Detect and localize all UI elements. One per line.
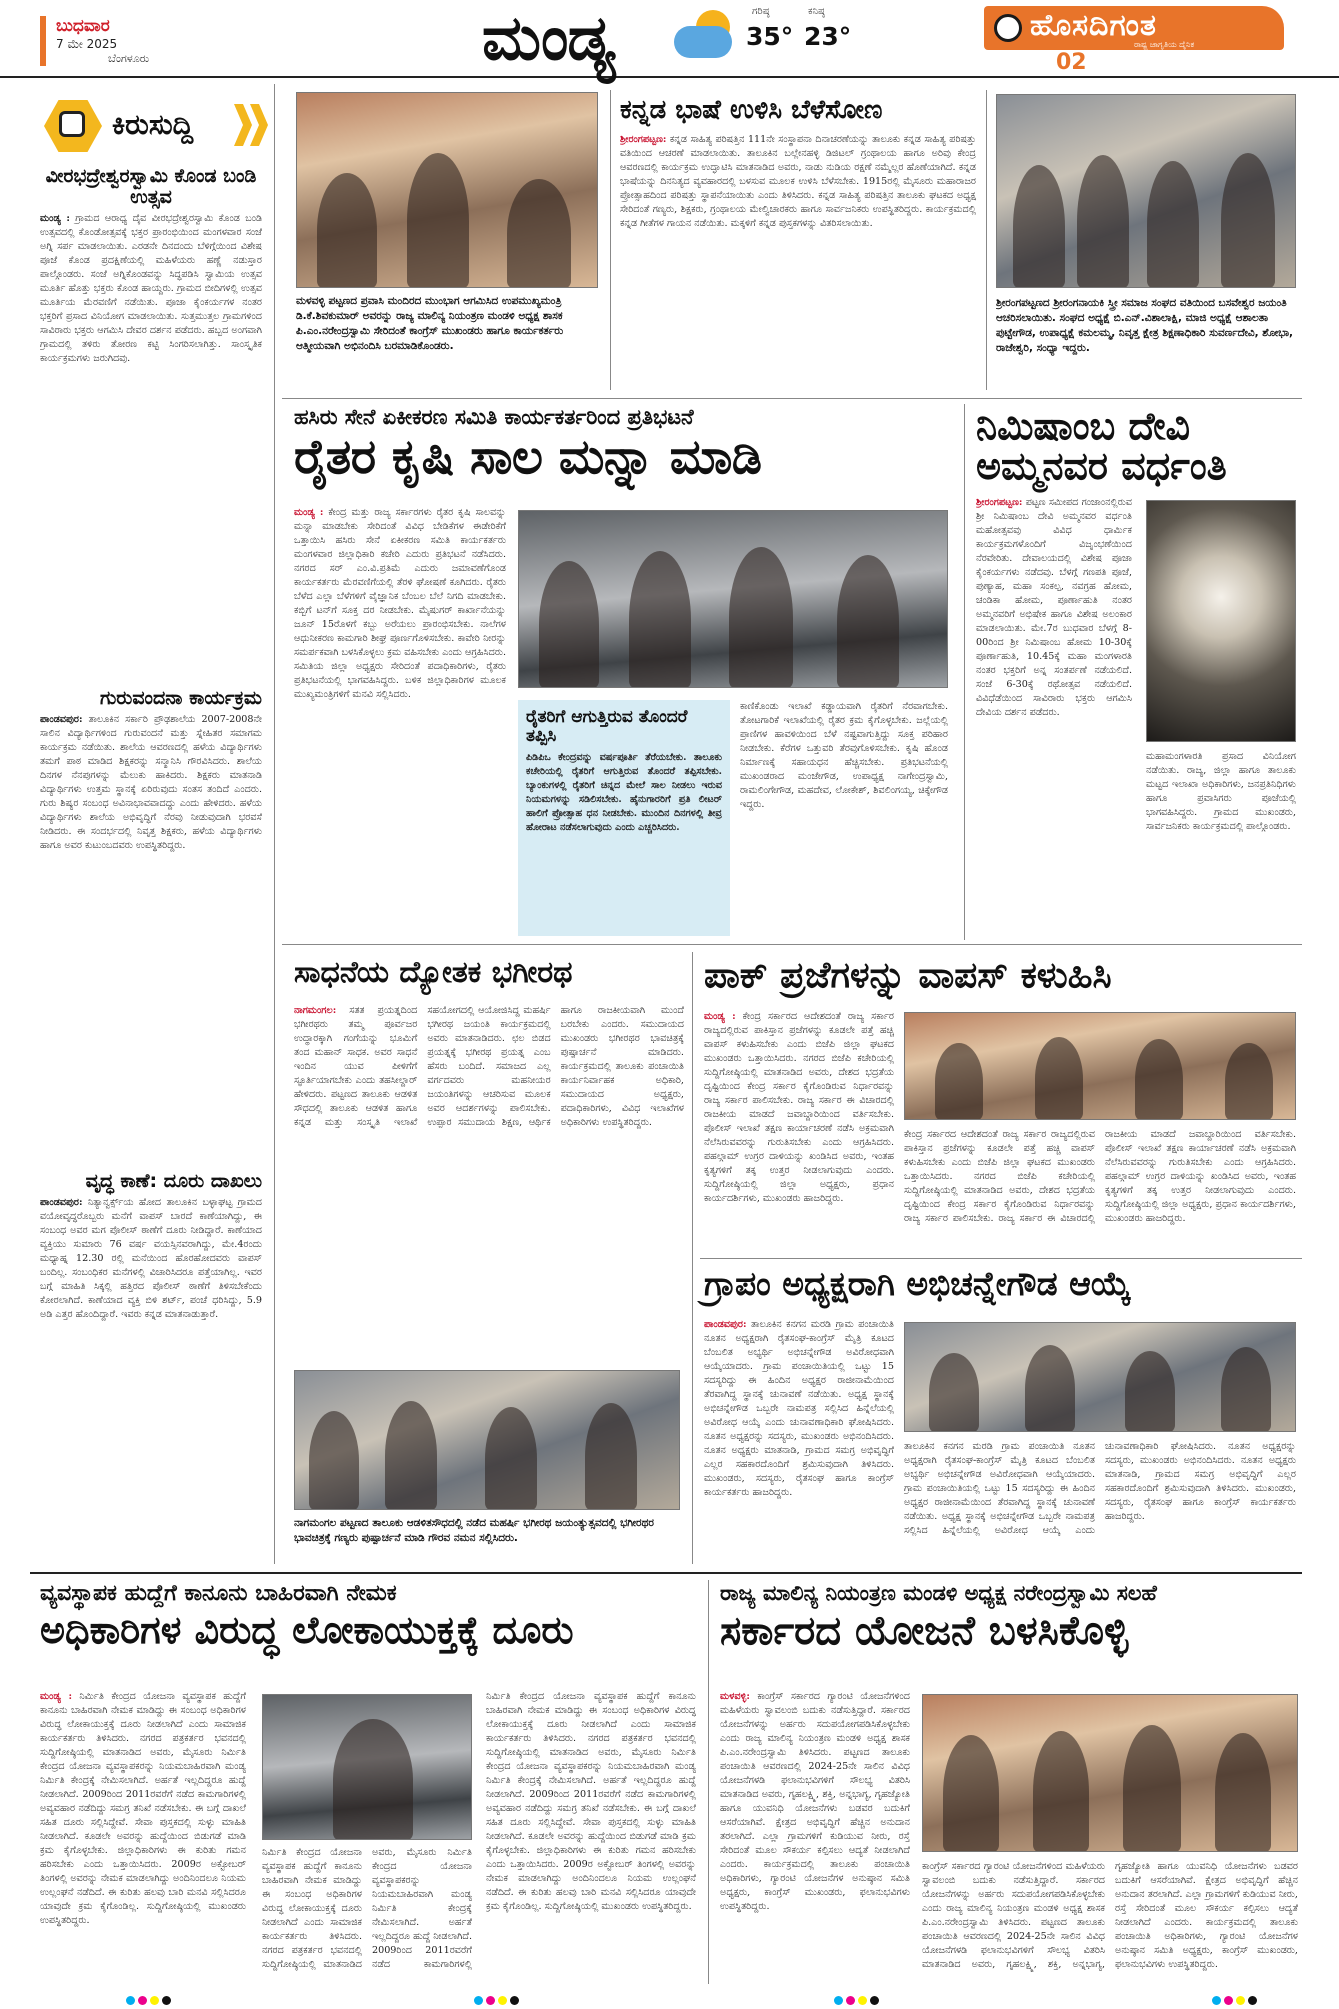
story-headline: ಗ್ರಾಪಂ ಅಧ್ಯಕ್ಷರಾಗಿ ಅಭಿಚನ್ನೇಗೌಡ ಆಯ್ಕೆ (704, 1264, 1131, 1303)
dateline: ಪಾಂಡವಪುರ: (704, 1319, 747, 1330)
photo-figure (837, 555, 899, 688)
story-body-continued: ಮಹಾಮಂಗಳಾರತಿ ಪ್ರಸಾದ ವಿನಿಯೋಗ ನಡೆಯಿತು. ರಾಜ್ಯ, ಜಿಲ್ಲಾ ಹಾಗೂ ತಾಲೂಕು ಮಟ್ಟದ ಇಲಾಖಾ ಅಧಿಕಾರಿಗಳು, ಜನಪ್ರತಿನಿಧಿಗಳು ಹಾಗೂ ಪ್ರವಾಸಿಗರು ಪೂಜೆಯಲ್ಲಿ ಭಾಗವಹಿಸಿದ್ದರು. ಗ್ರಾಮದ ಮುಖಂಡರು, ಸಾರ್ವಜನಿಕರು ಕಾರ್ಯಕ್ರಮದಲ್ಲಿ ಪಾಲ್ಗೊಂಡರು. (1146, 751, 1296, 832)
date-box (40, 16, 149, 66)
story-text: ಕಾಂಗ್ರೆಸ್ ಸರ್ಕಾರದ ಗ್ಯಾರಂಟಿ ಯೋಜನೆಗಳಿಂದ ಮಹಿಳೆಯರು ಸ್ವಾವಲಂಬಿ ಬದುಕು ನಡೆಸುತ್ತಿದ್ದಾರೆ. ಸರ್ಕಾರದ ಯೋಜನೆಗಳನ್ನು ಅರ್ಹರು ಸದುಪಯೋಗಪಡಿಸಿಕೊಳ್ಳಬೇಕು ಎಂದು ರಾಜ್ಯ ಮಾಲಿನ್ಯ ನಿಯಂತ್ರಣ ಮಂಡಳಿ ಅಧ್ಯಕ್ಷ ಶಾಸಕ ಪಿ.ಎಂ.ನರೇಂದ್ರಸ್ವಾಮಿ ತಿಳಿಸಿದರು. ಪಟ್ಟಣದ ತಾಲೂಕು ಪಂಚಾಯಿತಿ ಆವರಣದಲ್ಲಿ 2024-25ನೇ ಸಾಲಿನ ವಿವಿಧ ಯೋಜನೆಗಳಡಿ ಫಲಾನುಭವಿಗಳಿಗೆ ಸೌಲಭ್ಯ ವಿತರಿಸಿ ಮಾತನಾಡಿದ ಅವರು, ಗೃಹಲಕ್ಷ್ಮಿ, ಶಕ್ತಿ, ಅನ್ನಭಾಗ್ಯ, ಗೃಹಜ್ಯೋತಿ ಹಾಗೂ ಯುವನಿಧಿ ಯೋಜನೆಗಳು ಬಡವರ ಬದುಕಿಗೆ ಆಸರೆಯಾಗಿವೆ. ಕ್ಷೇತ್ರದ ಅಭಿವೃದ್ಧಿಗೆ ಹೆಚ್ಚಿನ ಅನುದಾನ ತರಲಾಗಿದೆ. ಎಲ್ಲಾ ಗ್ರಾಮಗಳಿಗೆ ಕುಡಿಯುವ ನೀರು, ರಸ್ತೆ ಸೇರಿದಂತೆ ಮೂಲ ಸೌಕರ್ಯ ಕಲ್ಪಿಸಲು ಆದ್ಯತೆ ನೀಡಲಾಗಿದೆ ಎಂದರು. ಕಾರ್ಯಕ್ರಮದಲ್ಲಿ ತಾಲೂಕು ಪಂಚಾಯಿತಿ ಅಧಿಕಾರಿಗಳು, ಗ್ಯಾರಂಟಿ ಯೋಜನೆಗಳ ಅನುಷ್ಠಾನ ಸಮಿತಿ ಅಧ್ಯಕ್ಷರು, ಕಾಂಗ್ರೆಸ್ ಮುಖಂಡರು, ಫಲಾನುಭವಿಗಳು ಉಪಸ್ಥಿತರಿದ್ದರು. (720, 1691, 910, 1912)
dateline: ಮಳವಳ್ಳಿ: (720, 1691, 750, 1702)
column-divider (274, 84, 275, 1564)
box-body: ಪಿಡಿಪಿಒ ಕೇಂದ್ರವನ್ನು ವರ್ಷಪೂರ್ತಿ ತೆರೆಯಬೇಕು. ತಾಲೂಕು ಕಚೇರಿಯಲ್ಲಿ ರೈತರಿಗೆ ಆಗುತ್ತಿರುವ ತೊಂದರೆ ತಪ್ಪಿಸಬೇಕು. ಬ್ಯಾಂಕುಗಳಲ್ಲಿ ರೈತರಿಗೆ ಚಿನ್ನದ ಮೇಲೆ ಸಾಲ ನೀಡಲು ಇರುವ ನಿಯಮಗಳನ್ನು ಸಡಿಲಿಸಬೇಕು. ಹೈನುಗಾರರಿಗೆ ಪ್ರತಿ ಲೀಟರ್ ಹಾಲಿಗೆ ಪ್ರೋತ್ಸಾಹ ಧನ ನೀಡಬೇಕು. ಮುಂದಿನ ದಿನಗಳಲ್ಲಿ ತೀವ್ರ ಹೋರಾಟ ನಡೆಸಲಾಗುವುದು ಎಂದು ಎಚ್ಚರಿಸಿದರು. (526, 752, 722, 834)
row-divider (30, 1572, 1302, 1574)
edition-city: ಬೆಂಗಳೂರು (108, 52, 150, 65)
photo-figure (1221, 1347, 1271, 1432)
story-headline: ವೃದ್ಧ ಕಾಣೆ: ದೂರು ದಾಖಲು (85, 1169, 262, 1192)
dateline: ಶ್ರೀರಂಗಪಟ್ಟಣ: (976, 497, 1023, 508)
story-body (294, 506, 506, 936)
story-body (704, 1010, 894, 1250)
kiru-suddi-column (40, 166, 262, 1562)
photo-figure (1033, 1731, 1089, 1852)
row-divider (282, 944, 1302, 945)
print-registration-marks (834, 1990, 882, 2000)
story-body (720, 1690, 910, 1982)
story-headline: ಗುರುವಂದನಾ ಕಾರ್ಯಕ್ರಮ (99, 686, 262, 709)
photo-figure (1025, 1345, 1075, 1432)
story-body-continued: ನಿರ್ಮಿತಿ ಕೇಂದ್ರದ ಯೋಜನಾ ವ್ಯವಸ್ಥಾಪಕ ಹುದ್ದೆಗೆ ಕಾನೂನು ಬಾಹಿರವಾಗಿ ನೇಮಕ ಮಾಡಿದ್ದು ಈ ಸಂಬಂಧ ಅಧಿಕಾರಿಗಳ ವಿರುದ್ಧ ಲೋಕಾಯುಕ್ತಕ್ಕೆ ದೂರು ನೀಡಲಾಗಿದೆ ಎಂದು ಸಾಮಾಜಿಕ ಕಾರ್ಯಕರ್ತರು ತಿಳಿಸಿದರು. ನಗರದ ಪತ್ರಕರ್ತರ ಭವನದಲ್ಲಿ ಸುದ್ದಿಗೋಷ್ಠಿಯಲ್ಲಿ ಮಾತನಾಡಿದ ಅವರು, ಮೈಸೂರು ನಿರ್ಮಿತಿ ಕೇಂದ್ರದ ಯೋಜನಾ ವ್ಯವಸ್ಥಾಪಕರನ್ನು ನಿಯಮಬಾಹಿರವಾಗಿ ಮಂಡ್ಯ ನಿರ್ಮಿತಿ ಕೇಂದ್ರಕ್ಕೆ ನೇಮಿಸಲಾಗಿದೆ. ಅರ್ಹತೆ ಇಲ್ಲದಿದ್ದರೂ ಹುದ್ದೆ ನೀಡಲಾಗಿದೆ. 2009ರಿಂದ 2011ರವರೆಗೆ ನಡೆದ ಕಾಮಗಾರಿಗಳಲ್ಲಿ (262, 1847, 472, 1970)
story-body-continued: ತಾಲೂಕಿನ ಕನಗನ ಮರಡಿ ಗ್ರಾಮ ಪಂಚಾಯಿತಿ ನೂತನ ಅಧ್ಯಕ್ಷರಾಗಿ ರೈತಸಂಘ-ಕಾಂಗ್ರೆಸ್ ಮೈತ್ರಿ ಕೂಟದ ಬೆಂಬಲಿತ ಅಭ್ಯರ್ಥಿ ಅಭಿಚನ್ನೇಗೌಡ ಅವಿರೋಧವಾಗಿ ಆಯ್ಕೆಯಾದರು. ಗ್ರಾಮ ಪಂಚಾಯಿತಿಯಲ್ಲಿ ಒಟ್ಟು 15 ಸದಸ್ಯರಿದ್ದು ಈ ಹಿಂದಿನ ಅಧ್ಯಕ್ಷರ ರಾಜೀನಾಮೆಯಿಂದ ತೆರವಾಗಿದ್ದ ಸ್ಥಾನಕ್ಕೆ ಚುನಾವಣೆ ನಡೆಯಿತು. ಅಧ್ಯಕ್ಷ ಸ್ಥಾನಕ್ಕೆ ಅಭಿಚನ್ನೇಗೌಡ ಒಬ್ಬರೇ ನಾಮಪತ್ರ ಸಲ್ಲಿಸಿದ ಹಿನ್ನೆಲೆಯಲ್ಲಿ ಅವಿರೋಧ ಆಯ್ಕೆ ಎಂದು ಚುನಾವಣಾಧಿಕಾರಿ ಘೋಷಿಸಿದರು. ನೂತನ ಅಧ್ಯಕ್ಷರನ್ನು ಸದಸ್ಯರು, ಮುಖಂಡರು ಅಭಿನಂದಿಸಿದರು. ನೂತನ ಅಧ್ಯಕ್ಷರು ಮಾತನಾಡಿ, ಗ್ರಾಮದ ಸಮಗ್ರ ಅಭಿವೃದ್ಧಿಗೆ ಎಲ್ಲರ ಸಹಕಾರದೊಂದಿಗೆ ಶ್ರಮಿಸುವುದಾಗಿ ತಿಳಿಸಿದರು. ಮುಖಂಡರು, ಸದಸ್ಯರು, ರೈತಸಂಘ ಹಾಗೂ ಕಾಂಗ್ರೆಸ್ ಕಾರ್ಯಕರ್ತರು ಹಾಜರಿದ್ದರು. (904, 1441, 1296, 1536)
photo-figure (385, 1401, 437, 1510)
column-divider (964, 404, 965, 940)
photo-figure (935, 1043, 983, 1120)
news-photo (294, 1370, 680, 1510)
story-body (40, 1690, 246, 1982)
column-divider (708, 1580, 709, 1984)
photo-figure (1147, 161, 1199, 288)
story-kicker: ಹಸಿರು ಸೇನೆ ಏಕೀಕರಣ ಸಮಿತಿ ಕಾರ್ಯಕರ್ತರಿಂದ ಪ್ರತಿಭಟನೆ (294, 405, 694, 429)
story-body (40, 713, 262, 1165)
chevron-right-icon (250, 104, 268, 146)
story-headline: ನಿಮಿಷಾಂಬ ದೇವಿ ಅಮ್ಮನವರ ವರ್ಧಂತಿ (976, 404, 1227, 488)
pak-story (704, 956, 1300, 996)
row-divider (700, 1258, 1302, 1259)
photo-figure (1125, 1351, 1175, 1432)
deity-photo (1146, 500, 1296, 742)
brand-name: ಹೊಸದಿಗಂತ (1030, 8, 1157, 43)
print-registration-marks (126, 1990, 174, 2000)
brand-logo (984, 4, 1284, 74)
photo-figure (309, 1411, 359, 1510)
story-text: ಗ್ರಾಮದ ಆರಾಧ್ಯ ದೈವ ವೀರಭದ್ರೇಶ್ವರಸ್ವಾಮಿ ಕೊಂಡ ಬಂಡಿ ಉತ್ಸವದಲ್ಲಿ ಕೊಂಡೋತ್ಸವಕ್ಕೆ ಭಕ್ತರ ಪ್ರಾರಂಭಿಯಿಂದ ಮಂಗಳವಾರ ಸಂಜೆ ಅಗ್ನಿ ಸರ್ಪ ಮಾಡಲಾಯಿತು. ಎರಡನೇ ದಿನದಂದು ಬೆಳಿಗ್ಗೆಯಿಂದ ವಿಶೇಷ ಪೂಜೆ ಕೊಂಡ ಪ್ರದಕ್ಷಿಣೆಯಲ್ಲಿ ಮಹಿಳೆಯರು ಹಣ್ಣೆ ನಡುಸ್ತಾರ ಪಾಲ್ಗೊಂಡರು. ಸಂಜೆ ಅಗ್ನಿಕೊಂಡವನ್ನು ಸಿದ್ಧಪಡಿಸಿ ಸ್ವಾಮಿಯ ಉತ್ಸವ ಮೂರ್ತಿ ಹೊತ್ತು ಭಕ್ತರು ಕೊಂಡ ಹಾಯ್ದರು. ಗ್ರಾಮದ ಬೀದಿಗಳಲ್ಲಿ ಉತ್ಸವ ಮೂರ್ತಿಯ ಮೆರವಣಿಗೆ ನಡೆಯಿತು. ಪೂಜಾ ಕೈಂಕರ್ಯಗಳ ನಂತರ ಭಕ್ತರಿಗೆ ಪ್ರಸಾದ ವಿನಿಯೋಗ ಮಾಡಲಾಯಿತು. ಸುತ್ತಮುತ್ತಲ ಗ್ರಾಮಗಳಿಂದ ಸಾವಿರಾರು ಭಕ್ತರು ಆಗಮಿಸಿ ದೇವರ ದರ್ಶನ ಪಡೆದರು. ಹಬ್ಬದ ಅಂಗವಾಗಿ ಗ್ರಾಮದಲ್ಲಿ ತಳಿರು ತೋರಣ ಕಟ್ಟಿ ಸಿಂಗರಿಸಲಾಗಿತ್ತು. ಸಾಂಸ್ಕೃತಿಕ ಕಾರ್ಯಕ್ರಮಗಳು ಜರುಗಿದವು. (40, 212, 262, 364)
photo-figure (1221, 153, 1275, 288)
dateline: ಮಂಡ್ಯ : (40, 212, 70, 224)
photo-figure (317, 173, 377, 288)
story-body (976, 496, 1132, 936)
column-divider (692, 952, 693, 1564)
story-headline: ಸರ್ಕಾರದ ಯೋಜನೆ ಬಳಸಿಕೊಳ್ಳಿ (720, 1608, 1129, 1655)
story-text: ನಿರ್ಮಿತಿ ಕೇಂದ್ರದ ಯೋಜನಾ ವ್ಯವಸ್ಥಾಪಕ ಹುದ್ದೆಗೆ ಕಾನೂನು ಬಾಹಿರವಾಗಿ ನೇಮಕ ಮಾಡಿದ್ದು ಈ ಸಂಬಂಧ ಅಧಿಕಾರಿಗಳ ವಿರುದ್ಧ ಲೋಕಾಯುಕ್ತಕ್ಕೆ ದೂರು ನೀಡಲಾಗಿದೆ ಎಂದು ಸಾಮಾಜಿಕ ಕಾರ್ಯಕರ್ತರು ತಿಳಿಸಿದರು. ನಗರದ ಪತ್ರಕರ್ತರ ಭವನದಲ್ಲಿ ಸುದ್ದಿಗೋಷ್ಠಿಯಲ್ಲಿ ಮಾತನಾಡಿದ ಅವರು, ಮೈಸೂರು ನಿರ್ಮಿತಿ ಕೇಂದ್ರದ ಯೋಜನಾ ವ್ಯವಸ್ಥಾಪಕರನ್ನು ನಿಯಮಬಾಹಿರವಾಗಿ ಮಂಡ್ಯ ನಿರ್ಮಿತಿ ಕೇಂದ್ರಕ್ಕೆ ನೇಮಿಸಲಾಗಿದೆ. ಅರ್ಹತೆ ಇಲ್ಲದಿದ್ದರೂ ಹುದ್ದೆ ನೀಡಲಾಗಿದೆ. 2009ರಿಂದ 2011ರವರೆಗೆ ನಡೆದ ಕಾಮಗಾರಿಗಳಲ್ಲಿ ಅವ್ಯವಹಾರ ನಡೆದಿದ್ದು ಸಮಗ್ರ ತನಿಖೆ ನಡೆಸಬೇಕು. ಈ ಬಗ್ಗೆ ದಾಖಲೆ ಸಹಿತ ದೂರು ಸಲ್ಲಿಸಿದ್ದೇವೆ. ಸೇವಾ ಪುಸ್ತಕದಲ್ಲಿ ಸುಳ್ಳು ಮಾಹಿತಿ ನೀಡಲಾಗಿದೆ. ಕೂಡಲೇ ಅವರನ್ನು ಹುದ್ದೆಯಿಂದ ಬಿಡುಗಡೆ ಮಾಡಿ ಕ್ರಮ ಕೈಗೊಳ್ಳಬೇಕು. ಜಿಲ್ಲಾಧಿಕಾರಿಗಳು ಈ ಕುರಿತು ಗಮನ ಹರಿಸಬೇಕು ಎಂದು ಒತ್ತಾಯಿಸಿದರು. 2009ರ ಅಕ್ಟೋಬರ್ ತಿಂಗಳಲ್ಲಿ ಅವರನ್ನು ನೇಮಕ ಮಾಡಲಾಗಿದ್ದು ಅಂದಿನಿಂದಲೂ ನಿಯಮ ಉಲ್ಲಂಘನೆ ನಡೆದಿದೆ. ಈ ಕುರಿತು ಹಲವು ಬಾರಿ ಮನವಿ ಸಲ್ಲಿಸಿದರೂ ಯಾವುದೇ ಕ್ರಮ ಕೈಗೊಂಡಿಲ್ಲ. ಸುದ್ದಿಗೋಷ್ಠಿಯಲ್ಲಿ ಮುಖಂಡರು ಉಪಸ್ಥಿತರಿದ್ದರು. (40, 1691, 246, 1926)
column-divider (610, 90, 611, 390)
story-headline: ಕನ್ನಡ ಭಾಷೆ ಉಳಿಸಿ ಬೆಳೆಸೋಣ (620, 95, 883, 125)
photo-figure (1135, 1039, 1183, 1120)
page-number: 02 (1056, 50, 1087, 75)
photo-figure (1123, 1725, 1181, 1852)
story-body-continued: ನಿರ್ಮಿತಿ ಕೇಂದ್ರದ ಯೋಜನಾ ವ್ಯವಸ್ಥಾಪಕ ಹುದ್ದೆಗೆ ಕಾನೂನು ಬಾಹಿರವಾಗಿ ನೇಮಕ ಮಾಡಿದ್ದು ಈ ಸಂಬಂಧ ಅಧಿಕಾರಿಗಳ ವಿರುದ್ಧ ಲೋಕಾಯುಕ್ತಕ್ಕೆ ದೂರು ನೀಡಲಾಗಿದೆ ಎಂದು ಸಾಮಾಜಿಕ ಕಾರ್ಯಕರ್ತರು ತಿಳಿಸಿದರು. ನಗರದ ಪತ್ರಕರ್ತರ ಭವನದಲ್ಲಿ ಸುದ್ದಿಗೋಷ್ಠಿಯಲ್ಲಿ ಮಾತನಾಡಿದ ಅವರು, ಮೈಸೂರು ನಿರ್ಮಿತಿ ಕೇಂದ್ರದ ಯೋಜನಾ ವ್ಯವಸ್ಥಾಪಕರನ್ನು ನಿಯಮಬಾಹಿರವಾಗಿ ಮಂಡ್ಯ ನಿರ್ಮಿತಿ ಕೇಂದ್ರಕ್ಕೆ ನೇಮಿಸಲಾಗಿದೆ. ಅರ್ಹತೆ ಇಲ್ಲದಿದ್ದರೂ ಹುದ್ದೆ ನೀಡಲಾಗಿದೆ. 2009ರಿಂದ 2011ರವರೆಗೆ ನಡೆದ ಕಾಮಗಾರಿಗಳಲ್ಲಿ ಅವ್ಯವಹಾರ ನಡೆದಿದ್ದು ಸಮಗ್ರ ತನಿಖೆ ನಡೆಸಬೇಕು. ಈ ಬಗ್ಗೆ ದಾಖಲೆ ಸಹಿತ ದೂರು ಸಲ್ಲಿಸಿದ್ದೇವೆ. ಸೇವಾ ಪುಸ್ತಕದಲ್ಲಿ ಸುಳ್ಳು ಮಾಹಿತಿ ನೀಡಲಾಗಿದೆ. ಕೂಡಲೇ ಅವರನ್ನು ಹುದ್ದೆಯಿಂದ ಬಿಡುಗಡೆ ಮಾಡಿ ಕ್ರಮ ಕೈಗೊಳ್ಳಬೇಕು. ಜಿಲ್ಲಾಧಿಕಾರಿಗಳು ಈ ಕುರಿತು ಗಮನ ಹರಿಸಬೇಕು ಎಂದು ಒತ್ತಾಯಿಸಿದರು. 2009ರ ಅಕ್ಟೋಬರ್ ತಿಂಗಳಲ್ಲಿ ಅವರನ್ನು ನೇಮಕ ಮಾಡಲಾಗಿದ್ದು ಅಂದಿನಿಂದಲೂ ನಿಯಮ ಉಲ್ಲಂಘನೆ ನಡೆದಿದೆ. ಈ ಕುರಿತು ಹಲವು ಬಾರಿ ಮನವಿ ಸಲ್ಲಿಸಿದರೂ ಯಾವುದೇ ಕ್ರಮ ಕೈಗೊಂಡಿಲ್ಲ. ಸುದ್ದಿಗೋಷ್ಠಿಯಲ್ಲಿ ಮುಖಂಡರು ಉಪಸ್ಥಿತರಿದ್ದರು. (486, 1691, 696, 1912)
story-body (704, 1318, 894, 1562)
story-text: ಕೇಂದ್ರ ಸರ್ಕಾರದ ಆದೇಶದಂತೆ ರಾಜ್ಯ ಸರ್ಕಾರ ರಾಜ್ಯದಲ್ಲಿರುವ ಪಾಕಿಸ್ತಾನ ಪ್ರಜೆಗಳನ್ನು ಕೂಡಲೇ ಪತ್ತೆ ಹಚ್ಚಿ ವಾಪಸ್ ಕಳುಹಿಸಬೇಕು ಎಂದು ಬಿಜೆಪಿ ಜಿಲ್ಲಾ ಘಟಕದ ಮುಖಂಡರು ಒತ್ತಾಯಿಸಿದರು. ನಗರದ ಬಿಜೆಪಿ ಕಚೇರಿಯಲ್ಲಿ ಸುದ್ದಿಗೋಷ್ಠಿಯಲ್ಲಿ ಮಾತನಾಡಿದ ಅವರು, ದೇಶದ ಭದ್ರತೆಯ ದೃಷ್ಟಿಯಿಂದ ಕೇಂದ್ರ ಸರ್ಕಾರ ಕೈಗೊಂಡಿರುವ ನಿರ್ಧಾರವನ್ನು ರಾಜ್ಯ ಸರ್ಕಾರ ಪಾಲಿಸಬೇಕು. ರಾಜ್ಯ ಸರ್ಕಾರ ಈ ವಿಚಾರದಲ್ಲಿ ರಾಜಕೀಯ ಮಾಡದೆ ಜವಾಬ್ದಾರಿಯಿಂದ ವರ್ತಿಸಬೇಕು. ಪೊಲೀಸ್ ಇಲಾಖೆ ತಕ್ಷಣ ಕಾರ್ಯಾಚರಣೆ ನಡೆಸಿ ಅಕ್ರಮವಾಗಿ ನೆಲೆಸಿರುವವರನ್ನು ಗುರುತಿಸಬೇಕು ಎಂದು ಆಗ್ರಹಿಸಿದರು. ಪಹಲ್ಗಾಮ್ ಉಗ್ರರ ದಾಳಿಯನ್ನು ಖಂಡಿಸಿದ ಅವರು, ಇಂತಹ ಕೃತ್ಯಗಳಿಗೆ ತಕ್ಕ ಉತ್ತರ ನೀಡಲಾಗುವುದು ಎಂದರು. ಸುದ್ದಿಗೋಷ್ಠಿಯಲ್ಲಿ ಜಿಲ್ಲಾ ಅಧ್ಯಕ್ಷರು, ಪ್ರಧಾನ ಕಾರ್ಯದರ್ಶಿಗಳು, ಮುಖಂಡರು ಹಾಜರಿದ್ದರು. (704, 1011, 894, 1204)
dateline: ಶ್ರೀರಂಗಪಟ್ಟಣ: (620, 133, 667, 145)
dateline: ಮಂಡ್ಯ : (40, 1691, 73, 1702)
news-photo (904, 1322, 1296, 1432)
photo-caption: ಮಳವಳ್ಳಿ ಪಟ್ಟಣದ ಪ್ರವಾಸಿ ಮಂದಿರದ ಮುಂಭಾಗ ಆಗಮಿಸಿದ ಉಪಮುಖ್ಯಮಂತ್ರಿ ಡಿ.ಕೆ.ಶಿವಕುಮಾರ್ ಅವರನ್ನು ರಾಜ್ಯ ಮಾಲಿನ್ಯ ನಿಯಂತ್ರಣ ಮಂಡಳಿ ಅಧ್ಯಕ್ಷ ಶಾಸಕ ಪಿ.ಎಂ.ನರೇಂದ್ರಸ್ವಾಮಿ ಸೇರಿದಂತೆ ಕಾಂಗ್ರೆಸ್ ಮುಖಂಡರು ಹಾಗೂ ಕಾರ್ಯಕರ್ತರು ಆತ್ಮೀಯವಾಗಿ ಅಭಿನಂದಿಸಿ ಬರಮಾಡಿಕೊಂಡರು. (296, 295, 564, 352)
photo-figure (585, 1403, 637, 1510)
story-text: ತಾಲೂಕಿನ ಸರ್ಕಾರಿ ಪ್ರೌಢಶಾಲೆಯ 2007-2008ನೇ ಸಾಲಿನ ವಿದ್ಯಾರ್ಥಿಗಳಿಂದ ಗುರುವಂದನೆ ಮತ್ತು ಸ್ನೇಹಿತರ ಸಮಾಗಮ ಕಾರ್ಯಕ್ರಮ ನಡೆಯಿತು. ಶಾಲೆಯ ಆವರಣದಲ್ಲಿ ಹಳೆಯ ವಿದ್ಯಾರ್ಥಿಗಳು ತಮಗೆ ಪಾಠ ಮಾಡಿದ ಶಿಕ್ಷಕರನ್ನು ಸನ್ಮಾನಿಸಿ ಗೌರವಿಸಿದರು. ಶಾಲೆಯ ದಿನಗಳ ನೆನಪುಗಳನ್ನು ಮೆಲುಕು ಹಾಕಿದರು. ಶಿಕ್ಷಕರು ಮಾತನಾಡಿ ವಿದ್ಯಾರ್ಥಿಗಳು ಉತ್ತಮ ಸ್ಥಾನಕ್ಕೆ ಏರಿರುವುದು ಸಂತಸ ತಂದಿದೆ ಎಂದರು. ಗುರು ಶಿಷ್ಯರ ಸಂಬಂಧ ಅವಿನಾಭಾವವಾದದ್ದು ಎಂದು ಹೇಳಿದರು. ಹಳೆಯ ವಿದ್ಯಾರ್ಥಿಗಳು ಶಾಲೆಯ ಅಭಿವೃದ್ಧಿಗೆ ನೆರವು ನೀಡುವುದಾಗಿ ಭರವಸೆ ನೀಡಿದರು. ಈ ಸಂದರ್ಭದಲ್ಲಿ ನಿವೃತ್ತ ಶಿಕ್ಷಕರು, ಹಳೆಯ ವಿದ್ಯಾರ್ಥಿಗಳು ಹಾಗೂ ಅವರ ಕುಟುಂಬದವರು ಉಪಸ್ಥಿತರಿದ್ದರು. (40, 713, 262, 851)
story-headline: ಪಾಕ್ ಪ್ರಜೆಗಳನ್ನು ವಾಪಸ್ ಕಳುಹಿಸಿ (704, 955, 1112, 996)
photo-figure (539, 561, 599, 688)
photo-figure (1215, 1733, 1271, 1852)
kannada-story (620, 96, 976, 371)
news-photo (262, 1694, 472, 1840)
story-kicker: ರಾಜ್ಯ ಮಾಲಿನ್ಯ ನಿಯಂತ್ರಣ ಮಂಡಳಿ ಅಧ್ಯಕ್ಷ ನರೇಂದ್ರಸ್ವಾಮಿ ಸಲಹೆ (720, 1581, 1157, 1605)
story-body-continued: ಕಾಣಿಕೊಂಡು ಇಲಾಖೆ ಕಡ್ಡಾಯವಾಗಿ ರೈತರಿಗೆ ನೆರವಾಗಬೇಕು. ತೋಟಗಾರಿಕೆ ಇಲಾಖೆಯಲ್ಲಿ ರೈತರ ಕ್ರಮ ಕೈಗೊಳ್ಳಬೇಕು. ಜಲ್ಲೆಯಲ್ಲಿ ಪ್ರಾಣಿಗಳ ಹಾವಳಿಯಿಂದ ಬೆಳೆ ನಷ್ಟವಾಗುತ್ತಿದ್ದು ಸೂಕ್ತ ಪರಿಹಾರ ನೀಡಬೇಕು. ಕೆರೆಗಳ ಒತ್ತುವರಿ ತೆರವುಗೊಳಿಸಬೇಕು. ಕೃಷಿ ಹೊಂಡ ನಿರ್ಮಾಣಕ್ಕೆ ಸಹಾಯಧನ ಹೆಚ್ಚಿಸಬೇಕು. ಪ್ರತಿಭಟನೆಯಲ್ಲಿ ಮುಖಂಡರಾದ ಮಂಜೇಗೌಡ, ಉಪಾಧ್ಯಕ್ಷ ನಾಗೇಂದ್ರಸ್ವಾಮಿ, ರಾಮಲಿಂಗೇಗೌಡ, ಮಹದೇವ, ಲೋಕೇಶ್, ಶಿವಲಿಂಗಯ್ಯ, ಚಿಕ್ಕೇಗೌಡ ಇದ್ದರು. (740, 701, 948, 810)
news-photo (922, 1694, 1298, 1852)
story-kicker: ವ್ಯವಸ್ಥಾಪಕ ಹುದ್ದೆಗೆ ಕಾನೂನು ಬಾಹಿರವಾಗಿ ನೇಮಕ (40, 1581, 397, 1606)
story-text: ಕೇಂದ್ರ ಮತ್ತು ರಾಜ್ಯ ಸರ್ಕಾರಗಳು ರೈತರ ಕೃಷಿ ಸಾಲವನ್ನು ಮನ್ನಾ ಮಾಡಬೇಕು ಸೇರಿದಂತೆ ವಿವಿಧ ಬೇಡಿಕೆಗಳ ಈಡೇರಿಕೆಗೆ ಒತ್ತಾಯಿಸಿ ಹಸಿರು ಸೇನೆ ಏಕೀಕರಣ ಸಮಿತಿ ಕಾರ್ಯಕರ್ತರು ಮಂಗಳವಾರ ಜಿಲ್ಲಾಧಿಕಾರಿ ಕಚೇರಿ ಎದುರು ಪ್ರತಿಭಟನೆ ನಡೆಸಿದರು. ನಗರದ ಸರ್ ಎಂ.ವಿ.ಪ್ರತಿಮೆ ಎದುರು ಜಮಾವಣೆಗೊಂಡ ಕಾರ್ಯಕರ್ತರು ಮೆರವಣಿಗೆಯಲ್ಲಿ ತೆರಳಿ ಘೋಷಣೆ ಕೂಗಿದರು. ರೈತರು ಬೆಳೆದ ಎಲ್ಲಾ ಬೆಳೆಗಳಿಗೆ ವೈಜ್ಞಾನಿಕ ಬೆಂಬಲ ಬೆಲೆ ನಿಗದಿ ಮಾಡಬೇಕು. ಕಬ್ಬಿಗೆ ಟನ್‌ಗೆ ಸೂಕ್ತ ದರ ನೀಡಬೇಕು. ಮೈಷುಗರ್ ಕಾರ್ಖಾನೆಯನ್ನು ಜೂನ್ 15ರೊಳಗೆ ಕಬ್ಬು ಅರೆಯಲು ಪ್ರಾರಂಭಿಸಬೇಕು. ನಾಲೆಗಳ ಆಧುನೀಕರಣ ಕಾಮಗಾರಿ ಶೀಘ್ರ ಪೂರ್ಣಗೊಳಿಸಬೇಕು. ಕಾವೇರಿ ನೀರನ್ನು ಸಮರ್ಪಕವಾಗಿ ಬಳಸಿಕೊಳ್ಳಲು ಕ್ರಮ ವಹಿಸಬೇಕು ಎಂದು ಆಗ್ರಹಿಸಿದರು. ಸಮಿತಿಯ ಜಿಲ್ಲಾ ಅಧ್ಯಕ್ಷರು ಸೇರಿದಂತೆ ಪದಾಧಿಕಾರಿಗಳು, ರೈತರು ಪ್ರತಿಭಟನೆಯಲ್ಲಿ ಭಾಗವಹಿಸಿದ್ದರು. ಬಳಿಕ ಜಿಲ್ಲಾಧಿಕಾರಿಗಳ ಮೂಲಕ ಮುಖ್ಯಮಂತ್ರಿಗಳಿಗೆ ಮನವಿ ಸಲ್ಲಿಸಿದರು. (294, 507, 506, 700)
print-registration-marks (474, 1990, 522, 2000)
story-body-continued: ಕಾಂಗ್ರೆಸ್ ಸರ್ಕಾರದ ಗ್ಯಾರಂಟಿ ಯೋಜನೆಗಳಿಂದ ಮಹಿಳೆಯರು ಸ್ವಾವಲಂಬಿ ಬದುಕು ನಡೆಸುತ್ತಿದ್ದಾರೆ. ಸರ್ಕಾರದ ಯೋಜನೆಗಳನ್ನು ಅರ್ಹರು ಸದುಪಯೋಗಪಡಿಸಿಕೊಳ್ಳಬೇಕು ಎಂದು ರಾಜ್ಯ ಮಾಲಿನ್ಯ ನಿಯಂತ್ರಣ ಮಂಡಳಿ ಅಧ್ಯಕ್ಷ ಶಾಸಕ ಪಿ.ಎಂ.ನರೇಂದ್ರಸ್ವಾಮಿ ತಿಳಿಸಿದರು. ಪಟ್ಟಣದ ತಾಲೂಕು ಪಂಚಾಯಿತಿ ಆವರಣದಲ್ಲಿ 2024-25ನೇ ಸಾಲಿನ ವಿವಿಧ ಯೋಜನೆಗಳಡಿ ಫಲಾನುಭವಿಗಳಿಗೆ ಸೌಲಭ್ಯ ವಿತರಿಸಿ ಮಾತನಾಡಿದ ಅವರು, ಗೃಹಲಕ್ಷ್ಮಿ, ಶಕ್ತಿ, ಅನ್ನಭಾಗ್ಯ, ಗೃಹಜ್ಯೋತಿ ಹಾಗೂ ಯುವನಿಧಿ ಯೋಜನೆಗಳು ಬಡವರ ಬದುಕಿಗೆ ಆಸರೆಯಾಗಿವೆ. ಕ್ಷೇತ್ರದ ಅಭಿವೃದ್ಧಿಗೆ ಹೆಚ್ಚಿನ ಅನುದಾನ ತರಲಾಗಿದೆ. ಎಲ್ಲಾ ಗ್ರಾಮಗಳಿಗೆ ಕುಡಿಯುವ ನೀರು, ರಸ್ತೆ ಸೇರಿದಂತೆ ಮೂಲ ಸೌಕರ್ಯ ಕಲ್ಪಿಸಲು ಆದ್ಯತೆ ನೀಡಲಾಗಿದೆ ಎಂದರು. ಕಾರ್ಯಕ್ರಮದಲ್ಲಿ ತಾಲೂಕು ಪಂಚಾಯಿತಿ ಅಧಿಕಾರಿಗಳು, ಗ್ಯಾರಂಟಿ ಯೋಜನೆಗಳ ಅನುಷ್ಠಾನ ಸಮಿತಿ ಅಧ್ಯಕ್ಷರು, ಕಾಂಗ್ರೆಸ್ ಮುಖಂಡರು, ಫಲಾನುಭವಿಗಳು ಉಪಸ್ಥಿತರಿದ್ದರು. (922, 1861, 1298, 1970)
sarkar-story (720, 1582, 1310, 1653)
column-divider (986, 90, 987, 390)
print-registration-marks (1212, 1990, 1260, 2000)
story-headline: ವೀರಭದ್ರೇಶ್ವರಸ್ವಾಮಿ ಕೊಂಡ ಬಂಡಿ ಉತ್ಸವ (45, 165, 257, 208)
farmers-story (294, 406, 954, 484)
story-text: ಕನ್ನಡ ಸಾಹಿತ್ಯ ಪರಿಷತ್ತಿನ 111ನೇ ಸಂಸ್ಥಾಪನಾ ದಿನಾಚರಣೆಯನ್ನು ತಾಲೂಕು ಕನ್ನಡ ಸಾಹಿತ್ಯ ಪರಿಷತ್ತು ವತಿಯಿಂದ ಆಚರಣೆ ಮಾಡಲಾಯಿತು. ತಾಲೂಕಿನ ಬಲ್ಲೇನಹಳ್ಳಿ ಡಿಜಿಟಲ್ ಗ್ರಂಥಾಲಯ ಹಾಗೂ ಅರಿವು ಕೇಂದ್ರ ಆವರಣದಲ್ಲಿ ಕಾರ್ಯಕ್ರಮ ಉದ್ಘಾಟಿಸಿ ಮಾತನಾಡಿದ ಅವರು, ನಾಡು ನುಡಿಯ ರಕ್ಷಣೆ ನಮ್ಮೆಲ್ಲರ ಹೊಣೆಯಾಗಿದೆ. ಕನ್ನಡ ಭಾಷೆಯನ್ನು ದಿನನಿತ್ಯದ ವ್ಯವಹಾರದಲ್ಲಿ ಬಳಸುವ ಮೂಲಕ ಉಳಿಸಿ ಬೆಳೆಸಬೇಕು. 1915ರಲ್ಲಿ ಮೈಸೂರು ಮಹಾರಾಜರ ಪ್ರೋತ್ಸಾಹದಿಂದ ಪರಿಷತ್ತು ಸ್ಥಾಪನೆಯಾಯಿತು ಎಂದು ತಿಳಿಸಿದರು. ಕನ್ನಡ ಸಾಹಿತ್ಯ ಪರಿಷತ್ತಿನ ತಾಲೂಕು ಘಟಕದ ಅಧ್ಯಕ್ಷ ಸೇರಿದಂತೆ ಗಣ್ಯರು, ಶಿಕ್ಷಕರು, ಗ್ರಂಥಾಲಯ ಮೇಲ್ವಿಚಾರಕರು ಹಾಗೂ ಸಾರ್ವಜನಿಕರು ಉಪಸ್ಥಿತರಿದ್ದರು. ಕಾರ್ಯಕ್ರಮದಲ್ಲಿ ಕನ್ನಡ ಗೀತೆಗಳ ಗಾಯನ ನಡೆಯಿತು. ಮಕ್ಕಳಿಗೆ ಕನ್ನಡ ಪುಸ್ತಕಗಳನ್ನು ವಿತರಿಸಲಾಯಿತು. (620, 133, 976, 229)
story-headline: ಸಾಧನೆಯ ದ್ಯೋತಕ ಭಗೀರಥ (294, 955, 573, 990)
chevron-right-icon (234, 104, 252, 146)
photo-figure (1035, 1037, 1083, 1120)
story-body (40, 212, 262, 682)
photo-caption: ನಾಗಮಂಗಲ ಪಟ್ಟಣದ ತಾಲೂಕು ಆಡಳಿತಸೌಧದಲ್ಲಿ ನಡೆದ ಮಹರ್ಷಿ ಭಗೀರಥ ಜಯಂತ್ಯುತ್ಸವದಲ್ಲಿ ಭಗೀರಥರ ಭಾವಚಿತ್ರಕ್ಕೆ ಗಣ್ಯರು ಪುಷ್ಪಾರ್ಚನೆ ಮಾಡಿ ಗೌರವ ನಮನ ಸಲ್ಲಿಸಿದರು. (294, 1517, 654, 1544)
max-temp-label: ಗರಿಷ್ಠ (752, 6, 770, 17)
kiru-suddi-label: ಕಿರುಸುದ್ದಿ (112, 108, 194, 141)
min-temp: 23° (804, 22, 852, 51)
brand-emblem-icon (994, 14, 1022, 42)
photo-figure (485, 1407, 537, 1510)
story-text: ಪಟ್ಟಣ ಸಮೀಪದ ಗಂಜಾಂನಲ್ಲಿರುವ ಶ್ರೀ ನಿಮಿಷಾಂಬ ದೇವಿ ಅಮ್ಮನವರ ವರ್ಧಂತಿ ಮಹೋತ್ಸವವು ವಿವಿಧ ಧಾರ್ಮಿಕ ಕಾರ್ಯಕ್ರಮಗಳೊಂದಿಗೆ ವಿಜೃಂಭಣೆಯಿಂದ ನೆರವೇರಿತು. ದೇವಾಲಯದಲ್ಲಿ ವಿಶೇಷ ಪೂಜಾ ಕೈಂಕರ್ಯಗಳು ನಡೆದವು. ಬೆಳಗ್ಗೆ ಗಣಪತಿ ಪೂಜೆ, ಪುಣ್ಯಾಹ, ಮಹಾ ಸಂಕಲ್ಪ, ನವಗ್ರಹ ಹೋಮ, ಚಂಡಿಕಾ ಹೋಮ, ಪೂರ್ಣಾಹುತಿ ನಂತರ ಅಮ್ಮನವರಿಗೆ ಅಭಿಷೇಕ ಹಾಗೂ ವಿಶೇಷ ಅಲಂಕಾರ ಮಾಡಲಾಯಿತು. ಮೇ.7ರ ಬುಧವಾರ ಬೆಳಗ್ಗೆ 8-00ರಿಂದ ಶ್ರೀ ನಿಮಿಷಾಂಬ ಹೋಮ 10-30ಕ್ಕೆ ಪೂರ್ಣಾಹುತಿ, 10.45ಕ್ಕೆ ಮಹಾ ಮಂಗಳಾರತಿ ನಂತರ ಭಕ್ತರಿಗೆ ಅನ್ನ ಸಂತರ್ಪಣೆ ನಡೆಯಲಿದೆ. ಸಂಜೆ 6-30ಕ್ಕೆ ರಥೋತ್ಸವ ನಡೆಯಲಿದೆ. ವಿವಿಧೆಡೆಯಿಂದ ಸಾವಿರಾರು ಭಕ್ತರು ಆಗಮಿಸಿ ದೇವಿಯ ದರ್ಶನ ಪಡೆದರು. (976, 497, 1132, 718)
story-body-continued: ಕೇಂದ್ರ ಸರ್ಕಾರದ ಆದೇಶದಂತೆ ರಾಜ್ಯ ಸರ್ಕಾರ ರಾಜ್ಯದಲ್ಲಿರುವ ಪಾಕಿಸ್ತಾನ ಪ್ರಜೆಗಳನ್ನು ಕೂಡಲೇ ಪತ್ತೆ ಹಚ್ಚಿ ವಾಪಸ್ ಕಳುಹಿಸಬೇಕು ಎಂದು ಬಿಜೆಪಿ ಜಿಲ್ಲಾ ಘಟಕದ ಮುಖಂಡರು ಒತ್ತಾಯಿಸಿದರು. ನಗರದ ಬಿಜೆಪಿ ಕಚೇರಿಯಲ್ಲಿ ಸುದ್ದಿಗೋಷ್ಠಿಯಲ್ಲಿ ಮಾತನಾಡಿದ ಅವರು, ದೇಶದ ಭದ್ರತೆಯ ದೃಷ್ಟಿಯಿಂದ ಕೇಂದ್ರ ಸರ್ಕಾರ ಕೈಗೊಂಡಿರುವ ನಿರ್ಧಾರವನ್ನು ರಾಜ್ಯ ಸರ್ಕಾರ ಪಾಲಿಸಬೇಕು. ರಾಜ್ಯ ಸರ್ಕಾರ ಈ ವಿಚಾರದಲ್ಲಿ ರಾಜಕೀಯ ಮಾಡದೆ ಜವಾಬ್ದಾರಿಯಿಂದ ವರ್ತಿಸಬೇಕು. ಪೊಲೀಸ್ ಇಲಾಖೆ ತಕ್ಷಣ ಕಾರ್ಯಾಚರಣೆ ನಡೆಸಿ ಅಕ್ರಮವಾಗಿ ನೆಲೆಸಿರುವವರನ್ನು ಗುರುತಿಸಬೇಕು ಎಂದು ಆಗ್ರಹಿಸಿದರು. ಪಹಲ್ಗಾಮ್ ಉಗ್ರರ ದಾಳಿಯನ್ನು ಖಂಡಿಸಿದ ಅವರು, ಇಂತಹ ಕೃತ್ಯಗಳಿಗೆ ತಕ್ಕ ಉತ್ತರ ನೀಡಲಾಗುವುದು ಎಂದರು. ಸುದ್ದಿಗೋಷ್ಠಿಯಲ್ಲಿ ಜಿಲ್ಲಾ ಅಧ್ಯಕ್ಷರು, ಪ್ರಧಾನ ಕಾರ್ಯದರ್ಶಿಗಳು, ಮುಖಂಡರು ಹಾಜರಿದ್ದರು. (904, 1129, 1296, 1224)
box-headline: ರೈತರಿಗೆ ಆಗುತ್ತಿರುವ ತೊಂದರೆ ತಪ್ಪಿಸಿ (526, 707, 688, 746)
story-body (294, 1004, 684, 1364)
photo-figure (1013, 165, 1065, 288)
pointing-hand-icon (59, 111, 85, 137)
photo-figure (929, 1353, 979, 1432)
kiru-suddi-badge (38, 96, 268, 156)
news-photo (518, 510, 948, 688)
news-photo (296, 92, 598, 288)
photo-figure (1077, 155, 1129, 288)
news-photo (996, 94, 1296, 288)
cloud-icon (674, 26, 732, 58)
news-photo (904, 1012, 1296, 1120)
highlight-box (518, 700, 730, 936)
dateline: ಮಂಡ್ಯ : (704, 1011, 736, 1022)
story-text: ನಿತ್ಯಾನ್ವರ್ಕ್ಸ್‌ಯ ಹೋದ ತಾಲೂಕಿನ ಬಳ್ಳಾಘಟ್ಟ ಗ್ರಾಮದ ವಯೋವೃದ್ಧರೊಬ್ಬರು ಮನೆಗೆ ವಾಪಸ್ ಬಾರದೆ ಕಾಣೆಯಾಗಿದ್ದು, ಈ ಸಂಬಂಧ ಅವರ ಮಗ ಪೊಲೀಸ್ ಠಾಣೆಗೆ ದೂರು ನೀಡಿದ್ದಾರೆ. ಕಾಣೆಯಾದ ವ್ಯಕ್ತಿಯು ಸುಮಾರು 76 ವರ್ಷ ವಯಸ್ಸಿನವರಾಗಿದ್ದು, ಮೇ.4ರಂದು ಮಧ್ಯಾಹ್ನ 12.30 ರಲ್ಲಿ ಮನೆಯಿಂದ ಹೊರಹೋದವರು ವಾಪಸ್ ಬಂದಿಲ್ಲ. ಸಂಬಂಧಿಕರ ಮನೆಗಳಲ್ಲಿ ವಿಚಾರಿಸಿದರೂ ಪತ್ತೆಯಾಗಿಲ್ಲ. ಇವರ ಬಗ್ಗೆ ಮಾಹಿತಿ ಸಿಕ್ಕಲ್ಲಿ ಹತ್ತಿರದ ಪೊಲೀಸ್ ಠಾಣೆಗೆ ತಿಳಿಸಬೇಕೆಂದು ಕೋರಲಾಗಿದೆ. ಕಾಣೆಯಾದ ವ್ಯಕ್ತಿ ಬಿಳಿ ಶರ್ಟ್, ಪಂಚೆ ಧರಿಸಿದ್ದು, 5.9 ಅಡಿ ಎತ್ತರ ಹೊಂದಿದ್ದಾರೆ. ಇವರು ಕನ್ನಡ ಮಾತನಾಡುತ್ತಾರೆ. (40, 1196, 262, 1320)
row-divider (282, 398, 1302, 399)
photo-figure (943, 1735, 999, 1852)
photo-figure (507, 179, 571, 288)
photo-caption: ಶ್ರೀರಂಗಪಟ್ಟಣದ ಶ್ರೀರಂಗನಾಯಕಿ ಸ್ತ್ರೀ ಸಮಾಜ ಸಂಘದ ವತಿಯಿಂದ ಬಸವೇಶ್ವರ ಜಯಂತಿ ಆಚರಿಸಲಾಯಿತು. ಸಂಘದ ಅಧ್ಯಕ್ಷೆ ಬಿ.ಎನ್.ವಿಶಾಲಾಕ್ಷಿ, ಮಾಜಿ ಅಧ್ಯಕ್ಷೆ ಆಶಾಲತಾ ಪುಟ್ಟೇಗೌಡ, ಉಪಾಧ್ಯಕ್ಷೆ ಕಮಲಮ್ಮ, ನಿವೃತ್ತ ಕ್ಷೇತ್ರ ಶಿಕ್ಷಣಾಧಿಕಾರಿ ಸುವರ್ಣದೇವಿ, ಶೋಭಾ, ರಾಜೇಶ್ವರಿ, ಸಂಧ್ಯಾ ಇದ್ದರು. (996, 297, 1294, 354)
grapam-story (704, 1266, 1300, 1302)
masthead (0, 0, 1339, 78)
story-headline: ರೈತರ ಕೃಷಿ ಸಾಲ ಮನ್ನಾ ಮಾಡಿ (294, 429, 762, 486)
dateline: ಪಾಂಡವಪುರ: (40, 1196, 83, 1208)
max-temp: 35° (746, 22, 794, 51)
min-temp-label: ಕನಿಷ್ಠ (808, 6, 825, 17)
story-headline: ಅಧಿಕಾರಿಗಳ ವಿರುದ್ಧ ಲೋಕಾಯುಕ್ತಕ್ಕೆ ದೂರು (40, 1608, 574, 1653)
lokayukta-story (40, 1582, 700, 1652)
photo-figure (407, 153, 469, 288)
story-text: ತಾಲೂಕಿನ ಕನಗನ ಮರಡಿ ಗ್ರಾಮ ಪಂಚಾಯಿತಿ ನೂತನ ಅಧ್ಯಕ್ಷರಾಗಿ ರೈತಸಂಘ-ಕಾಂಗ್ರೆಸ್ ಮೈತ್ರಿ ಕೂಟದ ಬೆಂಬಲಿತ ಅಭ್ಯರ್ಥಿ ಅಭಿಚನ್ನೇಗೌಡ ಅವಿರೋಧವಾಗಿ ಆಯ್ಕೆಯಾದರು. ಗ್ರಾಮ ಪಂಚಾಯಿತಿಯಲ್ಲಿ ಒಟ್ಟು 15 ಸದಸ್ಯರಿದ್ದು ಈ ಹಿಂದಿನ ಅಧ್ಯಕ್ಷರ ರಾಜೀನಾಮೆಯಿಂದ ತೆರವಾಗಿದ್ದ ಸ್ಥಾನಕ್ಕೆ ಚುನಾವಣೆ ನಡೆಯಿತು. ಅಧ್ಯಕ್ಷ ಸ್ಥಾನಕ್ಕೆ ಅಭಿಚನ್ನೇಗೌಡ ಒಬ್ಬರೇ ನಾಮಪತ್ರ ಸಲ್ಲಿಸಿದ ಹಿನ್ನೆಲೆಯಲ್ಲಿ ಅವಿರೋಧ ಆಯ್ಕೆ ಎಂದು ಚುನಾವಣಾಧಿಕಾರಿ ಘೋಷಿಸಿದರು. ನೂತನ ಅಧ್ಯಕ್ಷರನ್ನು ಸದಸ್ಯರು, ಮುಖಂಡರು ಅಭಿನಂದಿಸಿದರು. ನೂತನ ಅಧ್ಯಕ್ಷರು ಮಾತನಾಡಿ, ಗ್ರಾಮದ ಸಮಗ್ರ ಅಭಿವೃದ್ಧಿಗೆ ಎಲ್ಲರ ಸಹಕಾರದೊಂದಿಗೆ ಶ್ರಮಿಸುವುದಾಗಿ ತಿಳಿಸಿದರು. ಮುಖಂಡರು, ಸದಸ್ಯರು, ರೈತಸಂಘ ಹಾಗೂ ಕಾಂಗ್ರೆಸ್ ಕಾರ್ಯಕರ್ತರು ಹಾಜರಿದ್ದರು. (704, 1319, 894, 1498)
dateline: ಮಂಡ್ಯ : (294, 507, 324, 518)
photo-figure (629, 551, 691, 688)
photo-figure (1225, 1043, 1273, 1120)
photo-figure (729, 547, 793, 688)
weekday: ಬುಧವಾರ (56, 16, 110, 36)
bhageeratha-story (294, 956, 684, 989)
nimishamba-story (976, 406, 1300, 486)
story-text: ಸತತ ಪ್ರಯತ್ನದಿಂದ ಭಗೀರಥರು ತಮ್ಮ ಪೂರ್ವಜರ ಉದ್ಧಾರಕ್ಕಾಗಿ ಗಂಗೆಯನ್ನು ಭೂಮಿಗೆ ತಂದ ಮಹಾನ್ ಸಾಧಕ. ಅವರ ಸಾಧನೆ ಇಂದಿನ ಯುವ ಪೀಳಿಗೆಗೆ ಸ್ಫೂರ್ತಿಯಾಗಬೇಕು ಎಂದು ತಹಸೀಲ್ದಾರ್ ಹೇಳಿದರು. ಪಟ್ಟಣದ ತಾಲೂಕು ಆಡಳಿತ ಸೌಧದಲ್ಲಿ ತಾಲೂಕು ಆಡಳಿತ ಹಾಗೂ ಕನ್ನಡ ಮತ್ತು ಸಂಸ್ಕೃತಿ ಇಲಾಖೆ ಸಹಯೋಗದಲ್ಲಿ ಆಯೋಜಿಸಿದ್ದ ಮಹರ್ಷಿ ಭಗೀರಥ ಜಯಂತಿ ಕಾರ್ಯಕ್ರಮದಲ್ಲಿ ಅವರು ಮಾತನಾಡಿದರು. ಛಲ ಬಿಡದ ಪ್ರಯತ್ನಕ್ಕೆ ಭಗೀರಥ ಪ್ರಯತ್ನ ಎಂಬ ಹೆಸರು ಬಂದಿದೆ. ಸಮಾಜದ ಎಲ್ಲ ವರ್ಗದವರು ಮಹನೀಯರ ಜಯಂತಿಗಳನ್ನು ಆಚರಿಸುವ ಮೂಲಕ ಅವರ ಆದರ್ಶಗಳನ್ನು ಪಾಲಿಸಬೇಕು. ಉಪ್ಪಾರ ಸಮುದಾಯ ಶಿಕ್ಷಣ, ಆರ್ಥಿಕ ಹಾಗೂ ರಾಜಕೀಯವಾಗಿ ಮುಂದೆ ಬರಬೇಕು ಎಂದರು. ಸಮುದಾಯದ ಮುಖಂಡರು ಭಗೀರಥರ ಭಾವಚಿತ್ರಕ್ಕೆ ಪುಷ್ಪಾರ್ಚನೆ ಮಾಡಿದರು. ಕಾರ್ಯಕ್ರಮದಲ್ಲಿ ತಾಲೂಕು ಪಂಚಾಯಿತಿ ಕಾರ್ಯನಿರ್ವಾಹಕ ಅಧಿಕಾರಿ, ಸಮುದಾಯದ ಅಧ್ಯಕ್ಷರು, ಪದಾಧಿಕಾರಿಗಳು, ವಿವಿಧ ಇಲಾಖೆಗಳ ಅಧಿಕಾರಿಗಳು ಉಪಸ್ಥಿತರಿದ್ದರು. (294, 1005, 684, 1128)
dateline: ಪಾಂಡವಪುರ: (40, 713, 83, 725)
story-body (620, 133, 976, 371)
photo-fill (1147, 501, 1295, 741)
dateline: ನಾಗಮಂಗಲ: (294, 1005, 337, 1016)
story-body (40, 1196, 262, 1562)
photo-figure (333, 1719, 413, 1840)
weather-widget (670, 4, 870, 72)
issue-date: 7 ಮೇ 2025 (56, 37, 118, 51)
section-title: ಮಂಡ್ಯ (482, 1, 615, 74)
brand-tagline: ರಾಷ್ಟ್ರ ಜಾಗೃತಿಯ ದೈನಿಕ (1134, 40, 1195, 49)
